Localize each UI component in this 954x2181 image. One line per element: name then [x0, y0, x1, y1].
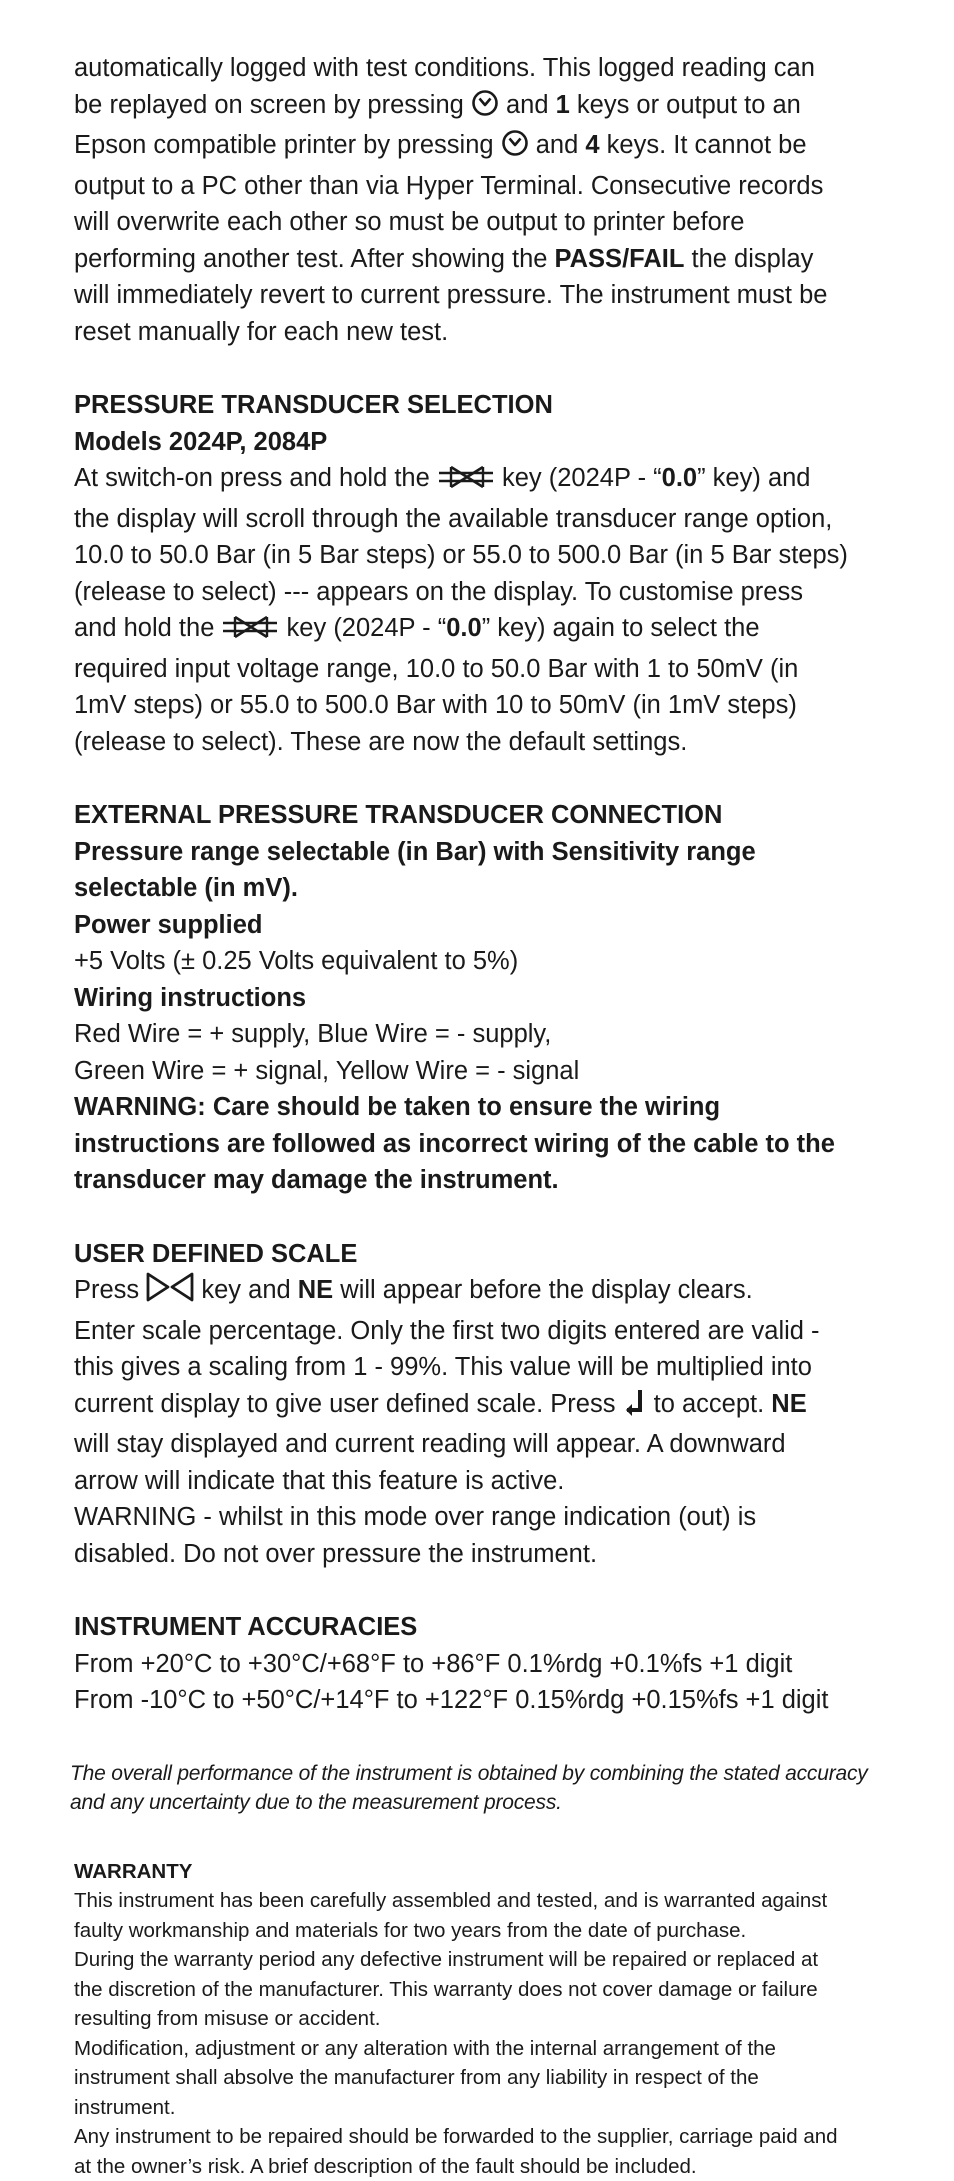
- body-line: 10.0 to 50.0 Bar (in 5 Bar steps) or 55.0 to 500.0 Bar (in 5 Bar steps): [74, 541, 848, 569]
- warranty-line: the discretion of the manufacturer. This warranty does not cover damage or failure: [74, 1977, 818, 2001]
- body-line: (release to select). These are now the default settings.: [74, 727, 688, 756]
- body-line: this gives a scaling from 1 - 99%. This value will be multiplied into: [74, 1353, 812, 1381]
- warranty-line: faulty workmanship and materials for two years from the date of purchase.: [74, 1918, 747, 1942]
- user-scale-section: [74, 1236, 894, 1573]
- body-line: and hold the key (2024P - “0.0” key) again to select the: [74, 610, 894, 651]
- clock-key-icon: [501, 129, 529, 168]
- body-line: Green Wire = + signal, Yellow Wire = - signal: [74, 1056, 580, 1085]
- intro-paragraph: [74, 50, 894, 350]
- body-line: 1mV steps) or 55.0 to 500.0 Bar with 10 to 50mV (in 1mV steps): [74, 691, 797, 719]
- transducer-selection-section: [74, 387, 894, 760]
- performance-note: [70, 1759, 894, 1817]
- warranty-line: at the owner’s risk. A brief description of the fault should be included.: [74, 2154, 697, 2178]
- subheading: selectable (in mV).: [74, 874, 298, 902]
- body-line: (release to select) --- appears on the display. To customise press: [74, 577, 803, 606]
- intro-line: will immediately revert to current pressure. The instrument must be: [74, 281, 828, 309]
- body-line: Red Wire = + supply, Blue Wire = - supply,: [74, 1020, 552, 1048]
- subheading: Pressure range selectable (in Bar) with Sensitivity range: [74, 837, 756, 866]
- intro-line: will overwrite each other so must be output to printer before: [74, 208, 745, 236]
- intro-line: be replayed on screen by pressing and 1 keys or output to an: [74, 87, 894, 128]
- body-line: WARNING - whilst in this mode over range indication (out) is: [74, 1503, 757, 1531]
- section-heading: PRESSURE TRANSDUCER SELECTION: [74, 391, 553, 419]
- section-heading: USER DEFINED SCALE: [74, 1239, 358, 1268]
- warning-line: transducer may damage the instrument.: [74, 1166, 559, 1194]
- body-line: Enter scale percentage. Only the first two digits entered are valid -: [74, 1316, 820, 1345]
- accuracy-line: From -10°C to +50°C/+14°F to +122°F 0.15%rdg +0.15%fs +1 digit: [74, 1686, 829, 1714]
- enter-key-icon: [623, 1388, 647, 1427]
- zero-key-icon: [221, 614, 279, 651]
- zero-key-icon: [437, 464, 495, 501]
- intro-line: reset manually for each new test.: [74, 317, 449, 346]
- warranty-line: resulting from misuse or accident.: [74, 2007, 381, 2030]
- intro-line: performing another test. After showing the PASS/FAIL the display: [74, 244, 814, 273]
- warranty-line: This instrument has been carefully assembled and tested, and is warranted against: [74, 1889, 828, 1912]
- body-line: At switch-on press and hold the key (2024P - “0.0” key) and: [74, 460, 894, 501]
- accuracy-line: From +20°C to +30°C/+68°F to +86°F 0.1%rdg +0.1%fs +1 digit: [74, 1649, 793, 1678]
- left-right-triangles-key-icon: [146, 1272, 194, 1313]
- body-line: arrow will indicate that this feature is active.: [74, 1466, 565, 1495]
- models-subheading: Models 2024P, 2084P: [74, 427, 328, 456]
- clock-key-icon: [471, 89, 499, 128]
- wiring-heading: Wiring instructions: [74, 983, 307, 1012]
- intro-line: Epson compatible printer by pressing and 4 keys. It cannot be: [74, 127, 894, 168]
- body-line: Press key and NE will appear before the display clears.: [74, 1272, 894, 1313]
- warranty-line: Modification, adjustment or any alteration with the internal arrangement of the: [74, 2036, 776, 2060]
- warranty-line: Any instrument to be repaired should be forwarded to the supplier, carriage paid and: [74, 2125, 838, 2148]
- note-line: and any uncertainty due to the measurement process.: [70, 1790, 562, 1814]
- section-heading: INSTRUMENT ACCURACIES: [74, 1613, 418, 1641]
- body-line: current display to give user defined scale. Press to accept. NE: [74, 1386, 894, 1427]
- warranty-section: [74, 1857, 894, 2181]
- warning-line: instructions are followed as incorrect wiring of the cable to the: [74, 1129, 835, 1158]
- note-line: The overall performance of the instrument is obtained by combining the stated accuracy: [70, 1761, 868, 1785]
- intro-line: automatically logged with test conditions. This logged reading can: [74, 54, 815, 82]
- external-connection-section: [74, 797, 894, 1199]
- manual-page: [70, 50, 894, 2181]
- body-line: required input voltage range, 10.0 to 50.0 Bar with 1 to 50mV (in: [74, 654, 799, 683]
- warranty-line: instrument.: [74, 2095, 176, 2119]
- warranty-line: During the warranty period any defective instrument will be repaired or replaced at: [74, 1948, 819, 1971]
- body-line: +5 Volts (± 0.25 Volts equivalent to 5%): [74, 947, 519, 975]
- warranty-line: instrument shall absolve the manufacturer from any liability in respect of the: [74, 2066, 759, 2089]
- power-heading: Power supplied: [74, 910, 263, 939]
- intro-line: output to a PC other than via Hyper Terminal. Consecutive records: [74, 171, 824, 200]
- body-line: the display will scroll through the available transducer range option,: [74, 504, 833, 533]
- body-line: disabled. Do not over pressure the instrument.: [74, 1539, 598, 1568]
- body-line: will stay displayed and current reading will appear. A downward: [74, 1430, 786, 1458]
- warning-line: WARNING: Care should be taken to ensure the wiring: [74, 1093, 721, 1121]
- section-heading: EXTERNAL PRESSURE TRANSDUCER CONNECTION: [74, 801, 723, 829]
- warranty-heading: WARRANTY: [74, 1859, 193, 1883]
- accuracies-section: [74, 1609, 894, 1719]
